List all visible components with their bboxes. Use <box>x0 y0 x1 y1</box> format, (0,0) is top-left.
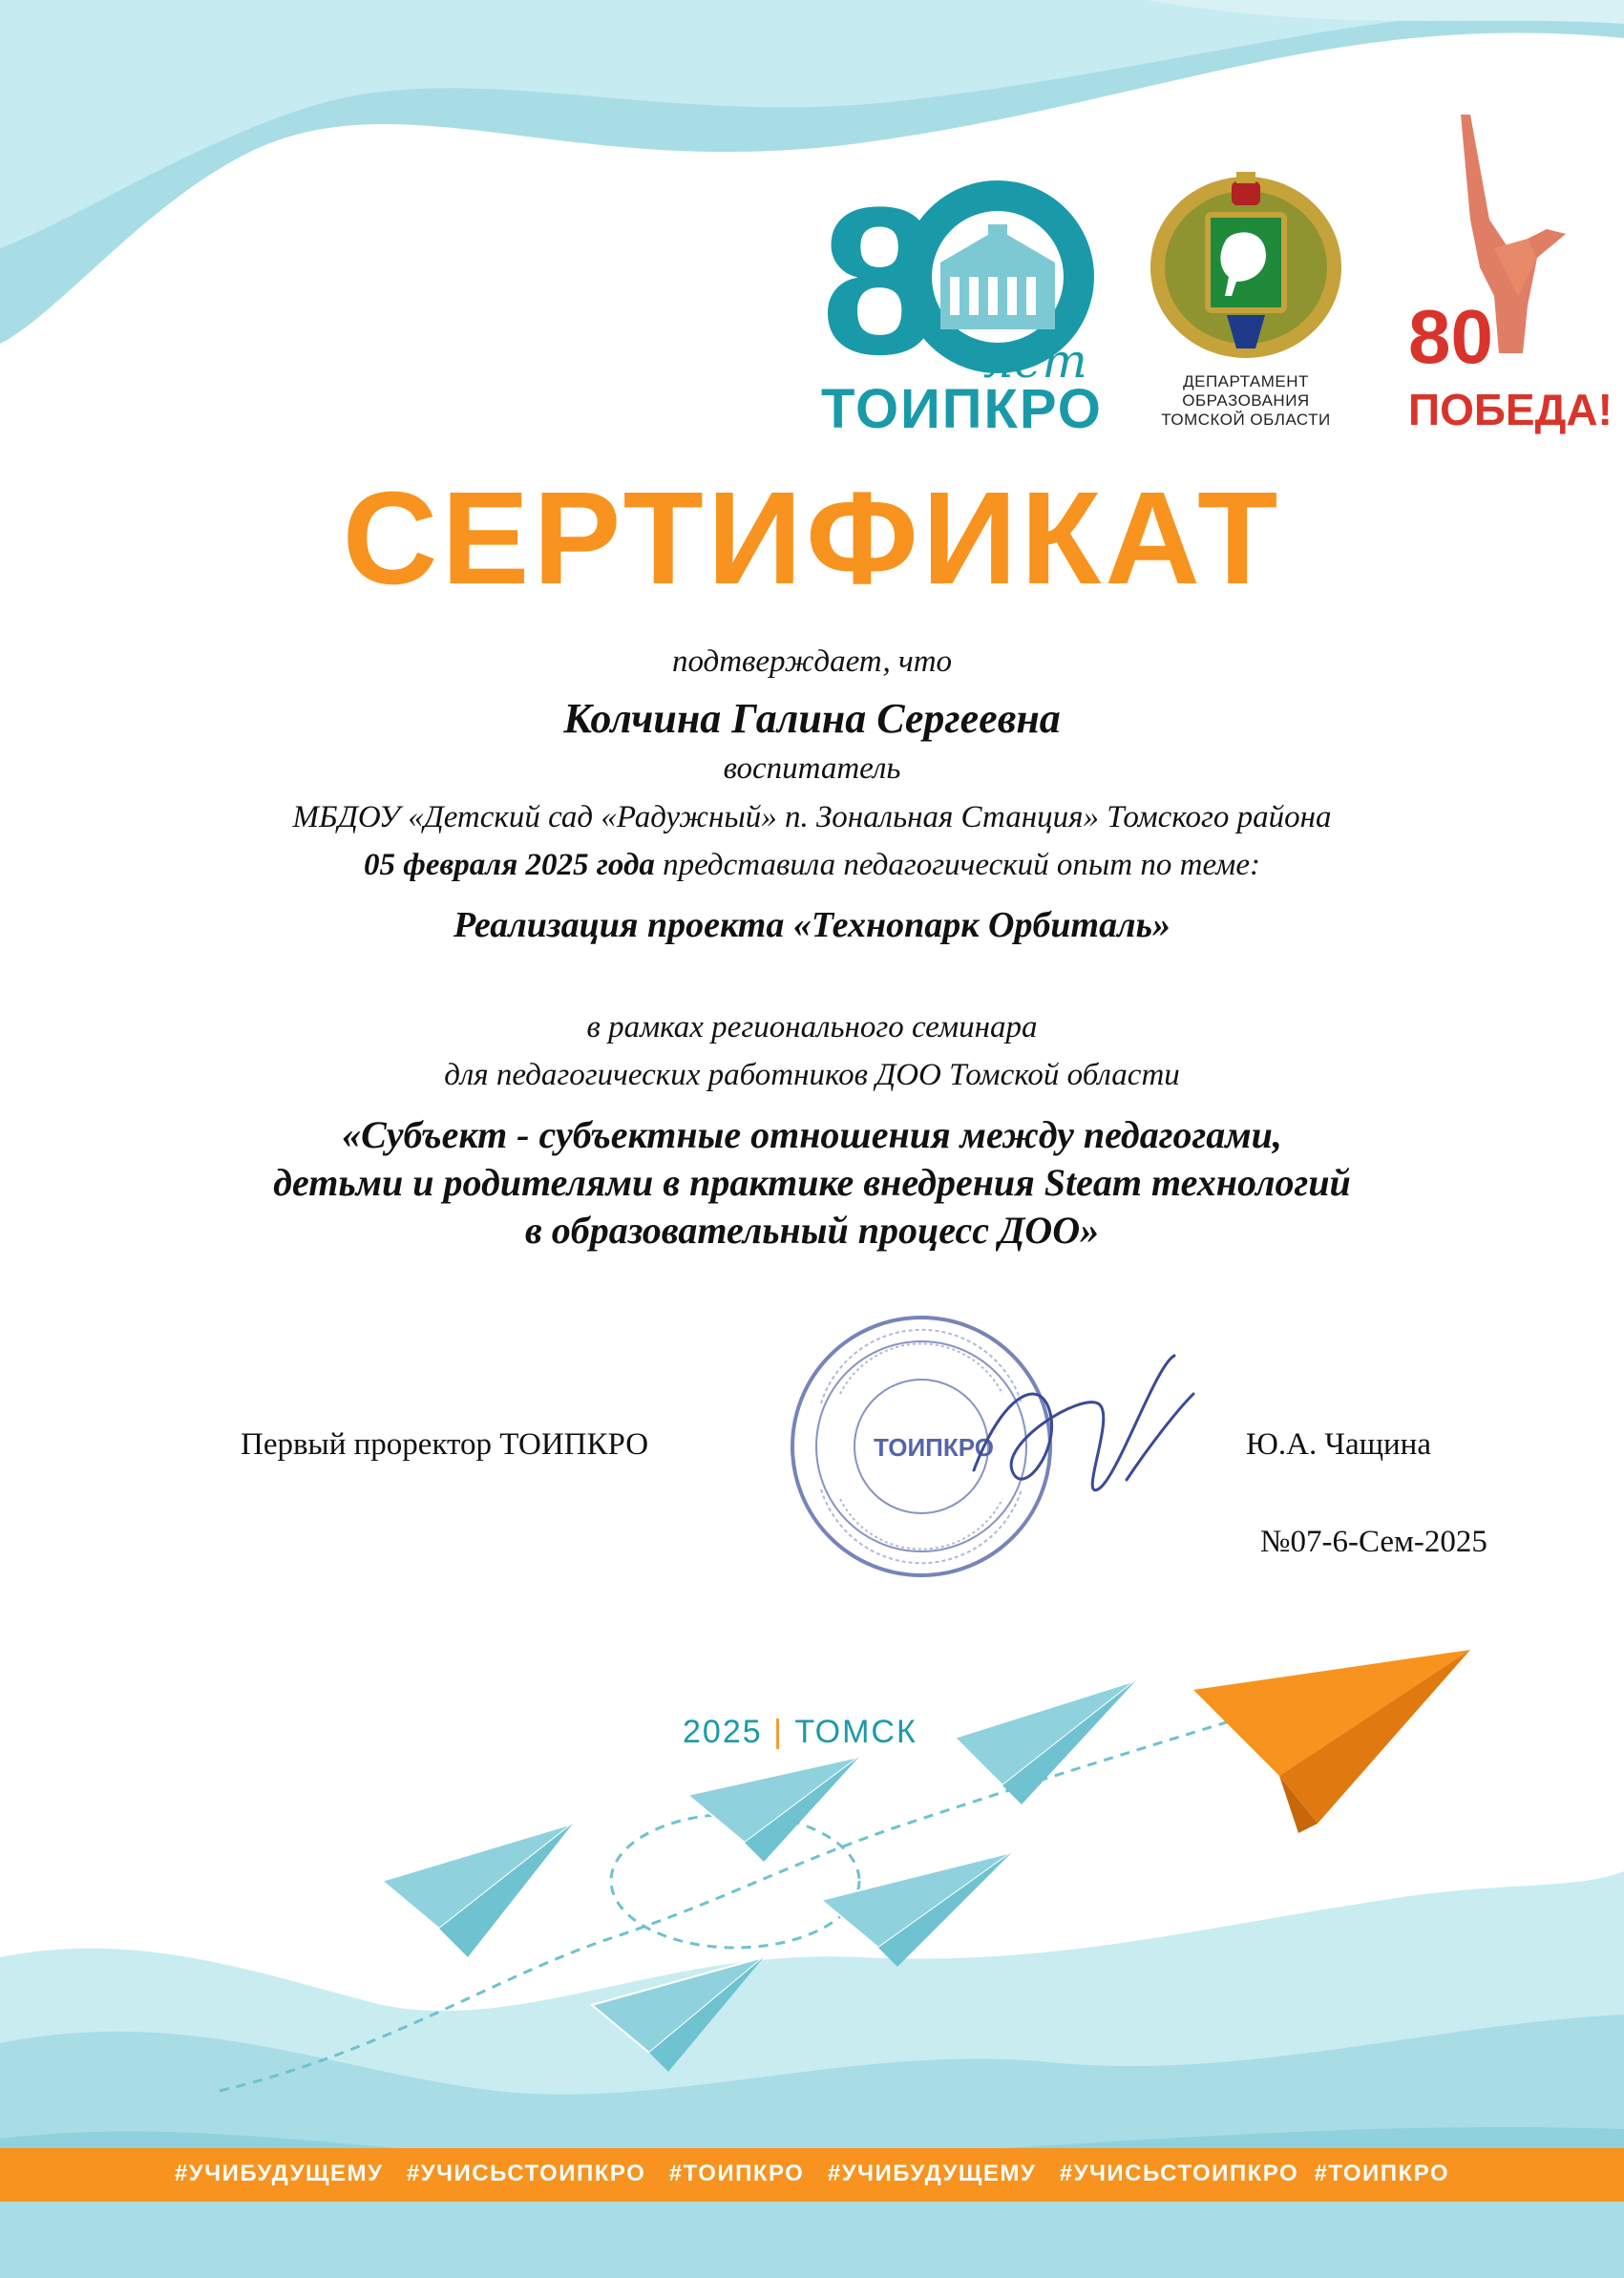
signer-name: Ю.А. Чащина <box>1246 1427 1431 1462</box>
victory-80-logo <box>1403 105 1613 439</box>
anniversary-number: 8 <box>821 163 939 398</box>
presentation-text: представила педагогический опыт по теме: <box>654 848 1260 882</box>
toipkro-logo-text: ТОИПКРО <box>821 378 1103 440</box>
department-name <box>1141 372 1351 430</box>
seminar-title-line-1: «Субъект - субъектные отношения между педагогами, <box>342 1113 1282 1156</box>
anniversary-script: лет <box>983 333 1087 389</box>
confirms-text: подтверждает, что <box>671 644 953 679</box>
footer-year-city <box>683 1714 917 1751</box>
seminar-title-line-2: детьми и родителями в практике внедрения Steam технологий <box>273 1161 1351 1204</box>
handwritten-signature <box>936 1337 1222 1528</box>
motherland-statue-icon <box>1403 105 1613 439</box>
department-line-1: ДЕПАРТАМЕНТ <box>1183 372 1309 390</box>
toipkro-80-logo <box>821 163 1107 440</box>
coat-of-arms-icon <box>1141 162 1351 363</box>
recipient-organization: МБДОУ «Детский сад «Радужный» п. Зональная Станция» Томского района <box>292 800 1332 834</box>
presentation-date-line <box>0 848 1624 883</box>
recipient-position: воспитатель <box>723 751 901 786</box>
stamp-center-text: ТОИПКРО <box>874 1433 994 1462</box>
top-wave-decoration <box>0 0 1624 496</box>
presentation-date: 05 февраля 2025 года <box>364 848 655 882</box>
eighty-years-icon <box>821 163 1107 398</box>
department-line-3: ТОМСКОЙ ОБЛАСТИ <box>1161 411 1331 429</box>
footer-year: 2025 <box>683 1714 763 1750</box>
footer-divider: | <box>773 1714 784 1750</box>
hashtags-banner: #УЧИБУДУЩЕМУ #УЧИСЬСТОИПКРО #ТОИПКРО #УЧИБУДУЩЕМУ #УЧИСЬСТОИПКРО #ТОИПКРО <box>174 2161 1450 2186</box>
footer-city: ТОМСК <box>794 1714 917 1750</box>
victory-number: 80 <box>1408 294 1493 379</box>
framework-line-2: для педагогических работников ДОО Томской области <box>444 1058 1180 1092</box>
victory-word: ПОБЕДА! <box>1408 385 1613 434</box>
department-line-2: ОБРАЗОВАНИЯ <box>1182 391 1310 410</box>
certificate-number: №07-6-Сем-2025 <box>1260 1525 1487 1559</box>
seminar-title-line-3: в образовательный процесс ДОО» <box>524 1209 1100 1252</box>
department-logo <box>1141 162 1351 439</box>
signer-role: Первый проректор ТОИПКРО <box>241 1427 649 1462</box>
presentation-topic: Реализация проекта «Технопарк Орбиталь» <box>453 905 1171 945</box>
framework-line-1: в рамках регионального семинара <box>586 1010 1038 1044</box>
certificate-title: СЕРТИФИКАТ <box>342 465 1282 612</box>
recipient-name: Колчина Галина Сергеевна <box>563 695 1061 742</box>
